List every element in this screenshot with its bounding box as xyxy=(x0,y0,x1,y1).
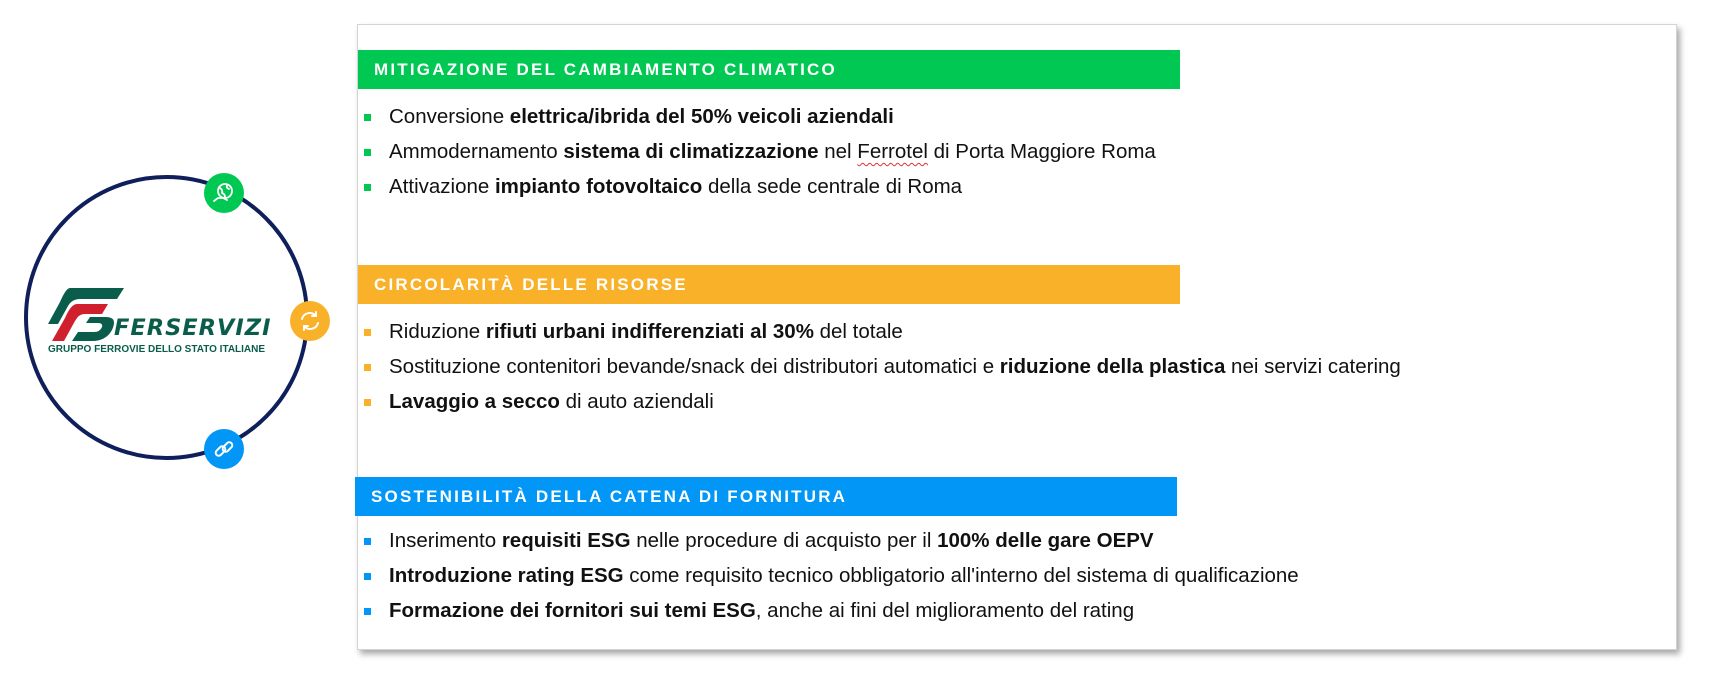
list-text: del totale xyxy=(813,320,903,343)
section-circularity xyxy=(358,265,1658,419)
bold-text: sistema di climatizzazione xyxy=(563,140,819,163)
content-card xyxy=(357,24,1677,650)
list-text: Inserimento xyxy=(389,529,502,552)
bold-text: 100% delle gare OEPV xyxy=(937,529,1154,552)
bold-text: impianto fotovoltaico xyxy=(494,175,703,198)
list-item xyxy=(358,99,1658,134)
list-text: come requisito tecnico obbligatorio all'interno del sistema di qualificazione xyxy=(623,564,1299,587)
list-item xyxy=(358,593,1658,628)
square-bullet-icon xyxy=(364,538,371,545)
bold-text: riduzione della plastica xyxy=(999,355,1226,378)
list-item xyxy=(358,134,1658,169)
square-bullet-icon xyxy=(364,608,371,615)
bullet-list xyxy=(358,314,1658,419)
list-item xyxy=(358,169,1658,204)
section-mitigation xyxy=(358,50,1658,204)
bold-text: rifiuti urbani indifferenziati al 30% xyxy=(485,320,814,343)
list-text: Conversione xyxy=(389,105,510,128)
list-text: Sostituzione contenitori bevande/snack dei distributori automatici e xyxy=(389,355,1000,378)
list-text: di auto aziendali xyxy=(559,390,714,413)
square-bullet-icon xyxy=(364,573,371,580)
section-header: SOSTENIBILITÀ DELLA CATENA DI FORNITURA xyxy=(355,477,1177,516)
section-header: CIRCOLARITÀ DELLE RISORSE xyxy=(358,265,1180,304)
bold-text: requisiti ESG xyxy=(501,529,631,552)
list-item xyxy=(358,314,1658,349)
square-bullet-icon xyxy=(364,114,371,121)
bold-text: Introduzione rating ESG xyxy=(389,564,624,587)
list-text: della sede centrale di Roma xyxy=(702,175,963,198)
logo-name: FERSERVIZI xyxy=(114,315,272,341)
list-text: nelle procedure di acquisto per il xyxy=(630,529,938,552)
list-item xyxy=(358,384,1658,419)
chain-link-icon xyxy=(204,429,244,469)
globe-hand-icon xyxy=(204,173,244,213)
square-bullet-icon xyxy=(364,329,371,336)
bold-text: elettrica/ibrida del 50% veicoli aziendali xyxy=(509,105,894,128)
list-item xyxy=(358,349,1658,384)
list-text: Attivazione xyxy=(389,175,495,198)
list-text: Ammodernamento xyxy=(389,140,564,163)
ferservizi-logo xyxy=(46,286,296,360)
list-item xyxy=(358,523,1658,558)
bold-text: Formazione dei fornitori sui temi ESG xyxy=(389,599,756,622)
list-text: nel xyxy=(818,140,858,163)
square-bullet-icon xyxy=(364,149,371,156)
square-bullet-icon xyxy=(364,399,371,406)
bold-text: Lavaggio a secco xyxy=(389,390,560,413)
section-header: MITIGAZIONE DEL CAMBIAMENTO CLIMATICO xyxy=(358,50,1180,89)
list-text: , anche ai fini del miglioramento del rating xyxy=(755,599,1135,622)
refresh-cycle-icon xyxy=(290,301,330,341)
bullet-list xyxy=(358,99,1658,204)
section-supply-chain xyxy=(358,477,1658,628)
list-text: Riduzione xyxy=(389,320,486,343)
list-text: di Porta Maggiore Roma xyxy=(927,140,1156,163)
list-text: Ferrotel xyxy=(857,140,928,163)
square-bullet-icon xyxy=(364,364,371,371)
square-bullet-icon xyxy=(364,184,371,191)
list-item xyxy=(358,558,1658,593)
list-text: nei servizi catering xyxy=(1225,355,1401,378)
bullet-list xyxy=(358,523,1658,628)
logo-subtitle: GRUPPO FERROVIE DELLO STATO ITALIANE xyxy=(48,344,266,355)
